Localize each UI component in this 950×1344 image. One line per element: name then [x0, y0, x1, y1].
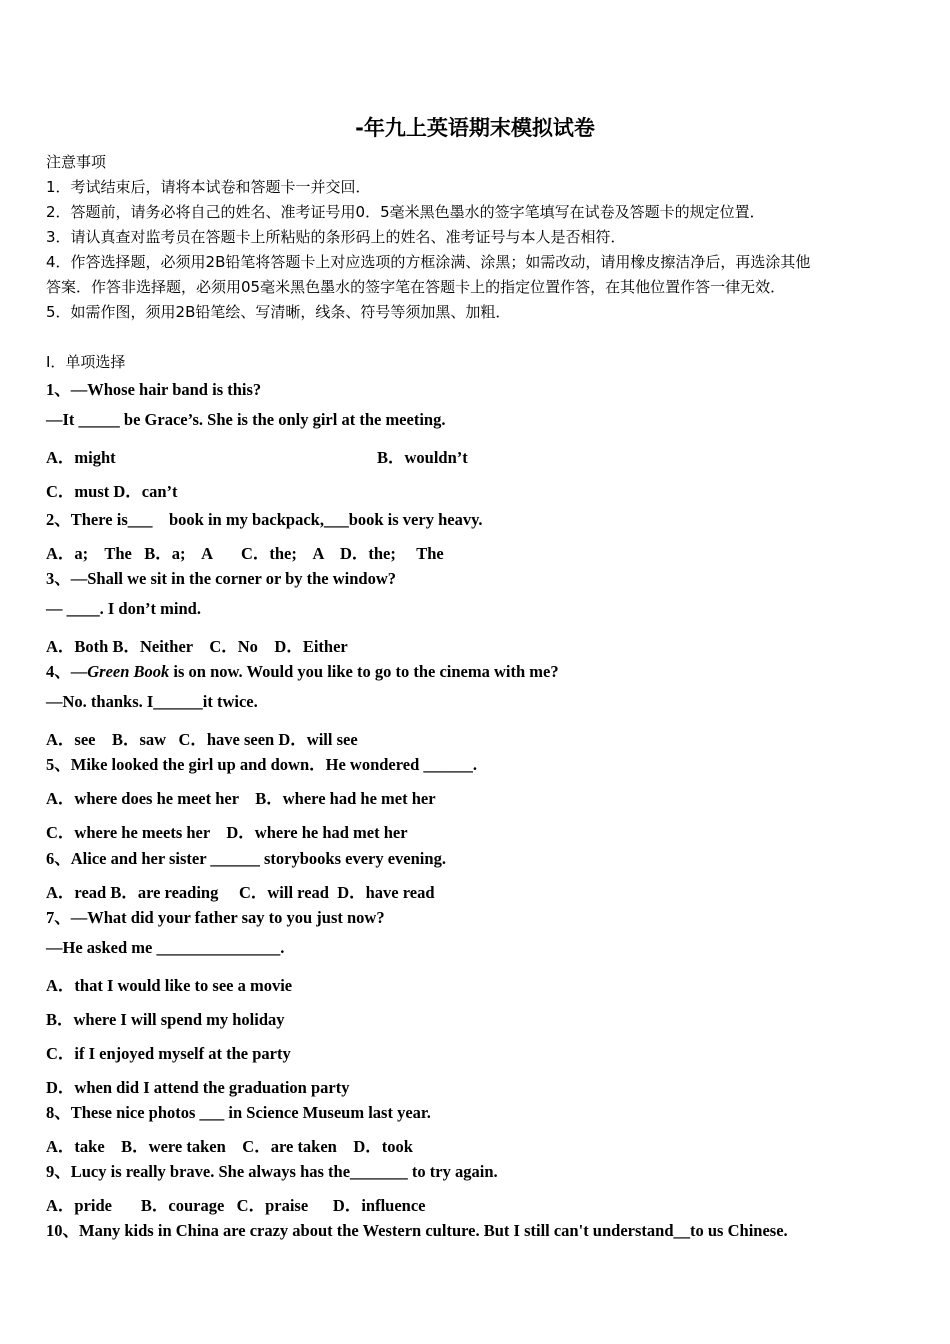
question-1-options-cd: C．must D．can’t: [46, 482, 178, 501]
question-1-option-a: A．might: [46, 448, 116, 467]
question-5-options-ab: A．where does he meet her B．where had he met her: [46, 789, 436, 808]
question-10-stem: 10、Many kids in China are crazy about the Western culture. But I still can't understand__to us Chinese.: [46, 1221, 788, 1240]
question-2-options: A．a; The B．a; A C．the; A D．the; The: [46, 544, 444, 563]
notes-heading: 注意事项: [46, 153, 107, 171]
question-5-options-cd: C．where he meets her D．where he had met her: [46, 823, 408, 842]
question-1-option-b: B．wouldn’t: [377, 448, 468, 467]
question-4-stem: [46, 658, 559, 682]
question-8-stem: 8、These nice photos ___ in Science Museum last year.: [46, 1103, 431, 1122]
question-8-options: A．take B．were taken C．are taken D．took: [46, 1137, 413, 1156]
question-7-option-a: A．that I would like to see a movie: [46, 976, 293, 995]
question-1-line: —It _____ be Grace’s. She is the only girl at the meeting.: [46, 410, 446, 429]
question-3-options: A．Both B．Neither C．No D．Either: [46, 637, 348, 656]
question-6-stem: 6、Alice and her sister ______ storybooks every evening.: [46, 849, 446, 868]
question-7-line: —He asked me _______________.: [46, 938, 285, 957]
question-9-stem: 9、Lucy is really brave. She always has the_______ to try again.: [46, 1162, 498, 1181]
question-4-options: A．see B．saw C．have seen D．will see: [46, 730, 358, 749]
question-2-stem: 2、There is___ book in my backpack,___book is very heavy.: [46, 510, 483, 529]
question-7-option-d: D．when did I attend the graduation party: [46, 1078, 350, 1097]
notes-item: 1．考试结束后，请将本试卷和答题卡一并交回．: [46, 178, 371, 196]
question-4-film-title: Green Book: [87, 662, 170, 681]
question-4-line: —No. thanks. I______it twice.: [46, 692, 258, 711]
question-3-line: — ____. I don’t mind.: [46, 599, 201, 618]
notes-item: 4．作答选择题，必须用2B铅笔将答题卡上对应选项的方框涂满、涂黑；如需改动，请用橡皮擦洁净后，再选涂其他: [46, 253, 811, 271]
question-7-stem: 7、—What did your father say to you just now?: [46, 908, 385, 927]
question-9-options: A．pride B．courage C．praise D．influence: [46, 1196, 426, 1215]
question-3-stem: 3、—Shall we sit in the corner or by the window?: [46, 569, 397, 588]
question-7-option-b: B．where I will spend my holiday: [46, 1010, 285, 1029]
question-4-suffix: is on now. Would you like to go to the cinema with me?: [169, 662, 559, 681]
section-heading: Ⅰ．单项选择: [46, 353, 126, 371]
question-1-stem: 1、—Whose hair band is this?: [46, 380, 262, 399]
notes-item: 2．答题前，请务必将自己的姓名、准考证号用0．5毫米黑色墨水的签字笔填写在试卷及答题卡的规定位置．: [46, 203, 765, 221]
notes-item: 答案．作答非选择题，必须用05毫米黑色墨水的签字笔在答题卡上的指定位置作答，在其他位置作答一律无效．: [46, 278, 786, 296]
notes-item: 5．如需作图，须用2B铅笔绘、写清晰，线条、符号等须加黑、加粗．: [46, 303, 511, 321]
question-6-options: A．read B．are reading C．will read D．have read: [46, 883, 435, 902]
notes-item: 3．请认真查对监考员在答题卡上所粘贴的条形码上的姓名、准考证号与本人是否相符．: [46, 228, 626, 246]
question-7-option-c: C．if I enjoyed myself at the party: [46, 1044, 291, 1063]
question-4-prefix: 4、—: [46, 662, 88, 681]
question-5-stem: 5、Mike looked the girl up and down．He wondered ______.: [46, 755, 478, 774]
page-title: -年九上英语期末模拟试卷: [355, 116, 595, 140]
